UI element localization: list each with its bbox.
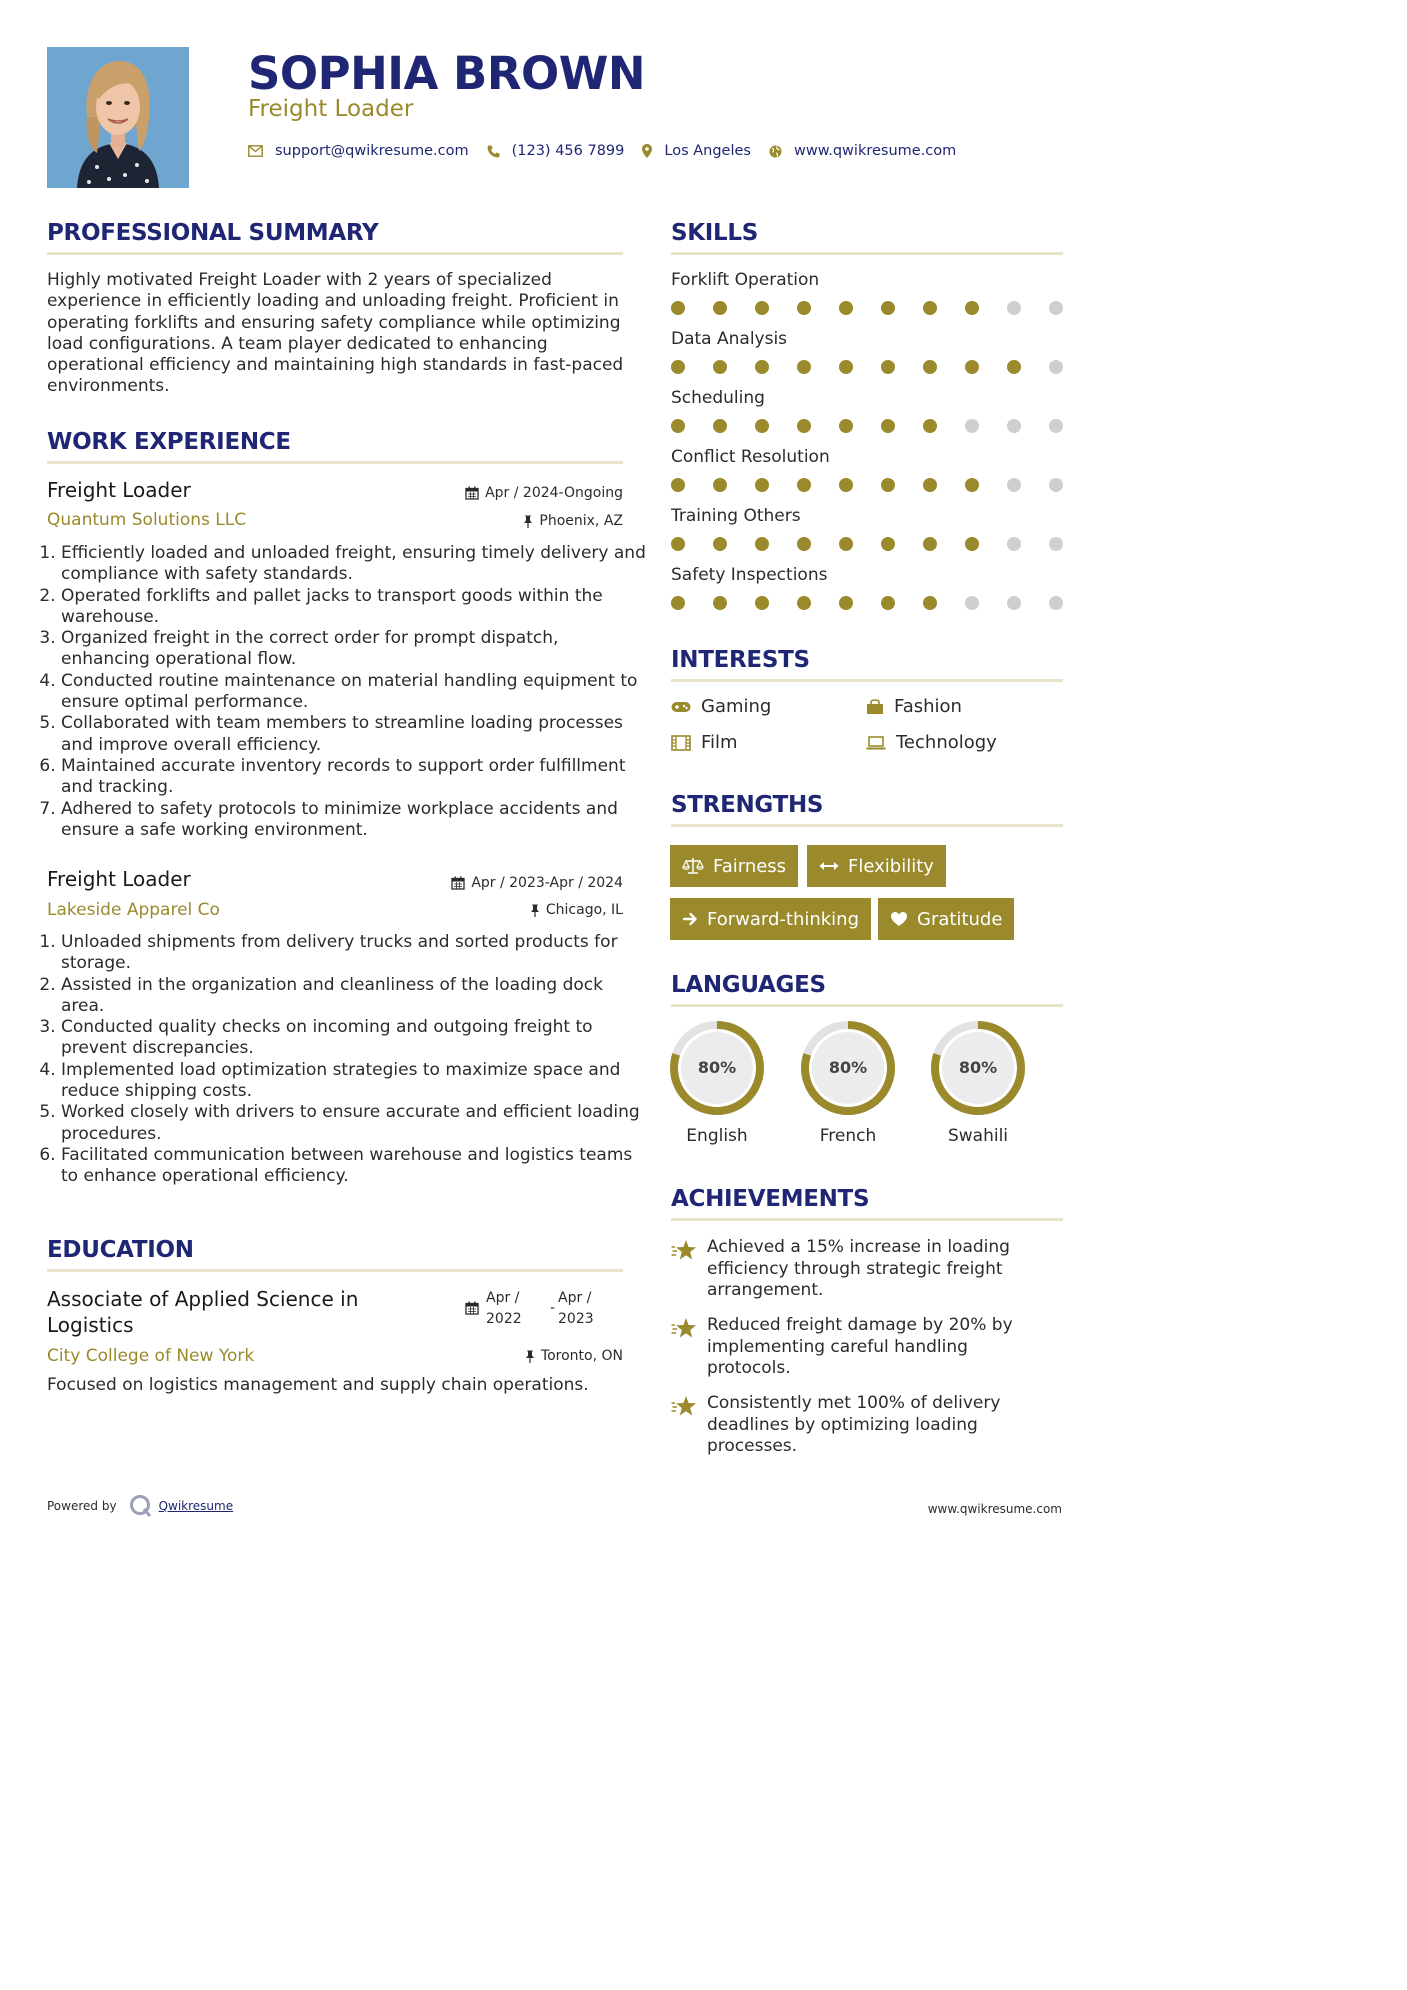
shopping-bag-icon <box>866 698 884 715</box>
skill-dot-filled <box>881 419 895 433</box>
language-progress-ring <box>930 1020 1026 1116</box>
job-location-text: Chicago, IL <box>545 902 623 918</box>
job-responsibilities <box>47 932 649 1188</box>
interests-heading: INTERESTS <box>671 647 810 673</box>
skill-dot-filled <box>797 360 811 374</box>
skill-dot-filled <box>965 360 979 374</box>
skill-dot-filled <box>839 537 853 551</box>
school-location-text: Toronto, ON <box>540 1348 623 1364</box>
location-text: Los Angeles <box>664 143 751 159</box>
strengths-divider <box>671 824 1063 827</box>
skill-dot-filled <box>881 478 895 492</box>
skill-dot-filled <box>965 537 979 551</box>
job-dates <box>465 485 623 501</box>
skill-dot-filled <box>755 419 769 433</box>
skill-dot-empty <box>1007 537 1021 551</box>
skill-dot-filled <box>839 360 853 374</box>
interest-item <box>671 696 771 717</box>
skill-rating <box>671 596 1063 610</box>
achievement-item <box>671 1315 1031 1380</box>
strength-chip <box>878 898 1014 940</box>
skill-dot-empty <box>1049 301 1063 315</box>
language-percent: 80% <box>697 1058 737 1077</box>
skill-dot-filled <box>839 596 853 610</box>
skill-dot-filled <box>797 419 811 433</box>
strength-chip <box>807 845 946 887</box>
globe-icon <box>769 145 782 158</box>
skill-dot-empty <box>1007 419 1021 433</box>
gamepad-icon <box>671 700 691 714</box>
languages-heading: LANGUAGES <box>671 972 826 998</box>
skill-dot-filled <box>881 596 895 610</box>
education-description: Focused on logistics management and supply chain operations. <box>47 1375 589 1395</box>
strength-chip <box>670 898 871 940</box>
summary-heading: PROFESSIONAL SUMMARY <box>47 220 379 246</box>
footer-website[interactable]: www.qwikresume.com <box>927 1502 1062 1516</box>
skill-dot-empty <box>1049 596 1063 610</box>
skill-dot-empty <box>965 419 979 433</box>
list-item: 3. Organized freight in the correct order for prompt dispatch, enhancing operational flow. <box>61 628 649 671</box>
job-dates-text: Apr / 2023-Apr / 2024 <box>471 875 623 891</box>
experience-heading: WORK EXPERIENCE <box>47 429 291 455</box>
arrow-right-icon <box>682 911 698 927</box>
skill-dot-filled <box>755 301 769 315</box>
skill-dot-filled <box>755 360 769 374</box>
list-item: 5. Collaborated with team members to streamline loading processes and improve overall efficiency. <box>61 713 649 756</box>
website-link[interactable]: www.qwikresume.com <box>794 143 957 159</box>
skill-dot-filled <box>881 360 895 374</box>
skill-dot-empty <box>1049 537 1063 551</box>
pushpin-icon <box>525 1350 535 1363</box>
phone-icon <box>487 145 500 158</box>
school-name: City College of New York <box>47 1346 255 1366</box>
language-percent: 80% <box>828 1058 868 1077</box>
envelope-icon <box>248 145 263 157</box>
skill-dot-filled <box>755 478 769 492</box>
skill-dot-empty <box>1007 301 1021 315</box>
skill-rating <box>671 419 1063 433</box>
skills-heading: SKILLS <box>671 220 759 246</box>
job-responsibilities <box>47 543 649 841</box>
company-name: Lakeside Apparel Co <box>47 900 220 920</box>
skill-dot-filled <box>923 301 937 315</box>
job-location-text: Phoenix, AZ <box>539 513 623 529</box>
skill-dot-filled <box>713 596 727 610</box>
interest-item <box>671 732 738 753</box>
list-item: 5. Worked closely with drivers to ensure accurate and efficient loading procedures. <box>61 1102 649 1145</box>
interest-label: Gaming <box>701 696 772 717</box>
calendar-icon <box>465 486 479 500</box>
laptop-icon <box>866 736 886 750</box>
list-item: 3. Conducted quality checks on incoming and outgoing freight to prevent discrepancies. <box>61 1017 649 1060</box>
phone-number[interactable]: (123) 456 7899 <box>511 143 625 159</box>
skill-dot-empty <box>1007 478 1021 492</box>
skill-dot-filled <box>881 537 895 551</box>
candidate-name: SOPHIA BROWN <box>248 47 646 100</box>
skill-name: Scheduling <box>671 388 765 408</box>
strength-label: Flexibility <box>848 855 934 877</box>
school-location <box>525 1348 623 1364</box>
achievement-text: Reduced freight damage by 20% by implementing careful handling protocols. <box>707 1315 1013 1378</box>
interest-label: Fashion <box>894 696 962 717</box>
skill-name: Data Analysis <box>671 329 788 349</box>
experience-divider <box>47 461 623 464</box>
job-title: Freight Loader <box>47 478 191 502</box>
education-start-month: Apr / <box>486 1290 520 1306</box>
education-divider <box>47 1269 623 1272</box>
skill-dot-filled <box>671 478 685 492</box>
heart-icon <box>890 911 908 927</box>
interest-item <box>866 696 962 717</box>
qwikresume-logo-icon <box>129 1494 153 1518</box>
contact-bar <box>248 140 974 162</box>
achievement-item <box>671 1237 1031 1302</box>
achievement-text: Consistently met 100% of delivery deadlines by optimizing loading processes. <box>707 1393 1001 1456</box>
job-location <box>530 902 623 918</box>
list-item: 1. Unloaded shipments from delivery trucks and sorted products for storage. <box>61 932 649 975</box>
skill-dot-empty <box>1049 419 1063 433</box>
pushpin-icon <box>523 515 533 528</box>
skill-dot-filled <box>923 360 937 374</box>
language-progress-ring <box>800 1020 896 1116</box>
list-item: 6. Facilitated communication between warehouse and logistics teams to enhance operational efficiency. <box>61 1145 649 1188</box>
skill-dot-filled <box>965 301 979 315</box>
skill-dot-filled <box>713 478 727 492</box>
skill-rating <box>671 478 1063 492</box>
list-item: 4. Implemented load optimization strategies to maximize space and reduce shipping costs. <box>61 1060 649 1103</box>
skill-dot-filled <box>797 596 811 610</box>
language-name: Swahili <box>947 1126 1009 1146</box>
education-end-month: Apr / <box>558 1290 592 1306</box>
skill-dot-filled <box>797 537 811 551</box>
summary-text: Highly motivated Freight Loader with 2 years of specialized experience in efficiently loading and unloading freight. Proficient in operating forklifts and ensuring safety compliance while optimizing load configurations. A team player dedicated to enhancing operational efficiency and maintaining high standards in fast-paced environments. <box>47 270 624 397</box>
skill-dot-filled <box>881 301 895 315</box>
strength-chip <box>670 845 798 887</box>
job-dates-text: Apr / 2024-Ongoing <box>485 485 623 501</box>
profile-photo <box>47 47 189 188</box>
star-icon <box>671 1237 707 1302</box>
skill-dot-filled <box>671 360 685 374</box>
skill-dot-filled <box>671 419 685 433</box>
skill-dot-filled <box>755 596 769 610</box>
company-name: Quantum Solutions LLC <box>47 510 247 530</box>
balance-scale-icon <box>682 857 704 875</box>
list-item: 2. Operated forklifts and pallet jacks to transport goods within the warehouse. <box>61 586 649 629</box>
degree-title: Associate of Applied Science in Logistics <box>47 1287 359 1337</box>
skill-rating <box>671 301 1063 315</box>
language-name: French <box>819 1126 877 1146</box>
education-end-year: 2023 <box>558 1311 594 1327</box>
skill-dot-filled <box>713 419 727 433</box>
skill-dot-filled <box>671 537 685 551</box>
skill-dot-empty <box>1049 478 1063 492</box>
skill-dot-filled <box>965 478 979 492</box>
language-item <box>667 1020 767 1146</box>
list-item: 2. Assisted in the organization and cleanliness of the loading dock area. <box>61 975 649 1018</box>
summary-divider <box>47 252 623 255</box>
list-item: 4. Conducted routine maintenance on material handling equipment to ensure optimal performance. <box>61 671 649 714</box>
language-item <box>798 1020 898 1146</box>
skill-dot-filled <box>923 419 937 433</box>
footer-branding <box>47 1494 233 1518</box>
skill-dot-filled <box>923 537 937 551</box>
interest-label: Technology <box>896 732 997 753</box>
skill-dot-filled <box>839 301 853 315</box>
skill-dot-filled <box>755 537 769 551</box>
skill-dot-empty <box>965 596 979 610</box>
skill-name: Conflict Resolution <box>671 447 830 467</box>
strength-label: Forward-thinking <box>707 908 860 930</box>
job-dates <box>451 875 623 891</box>
qwikresume-link[interactable]: Qwikresume <box>158 1499 234 1513</box>
achievements-divider <box>671 1218 1063 1221</box>
interest-label: Film <box>701 732 738 753</box>
calendar-icon <box>451 876 465 890</box>
calendar-icon <box>465 1300 479 1319</box>
strength-label: Gratitude <box>917 908 1003 930</box>
skill-dot-filled <box>797 478 811 492</box>
skill-dot-empty <box>1007 596 1021 610</box>
skill-rating <box>671 360 1063 374</box>
skill-dot-filled <box>713 301 727 315</box>
skills-divider <box>671 252 1063 255</box>
skill-dot-filled <box>839 419 853 433</box>
skill-dot-filled <box>797 301 811 315</box>
strengths-heading: STRENGTHS <box>671 792 824 818</box>
star-icon <box>671 1393 707 1458</box>
achievements-heading: ACHIEVEMENTS <box>671 1186 870 1212</box>
date-separator: - <box>550 1300 556 1316</box>
language-name: English <box>686 1126 748 1146</box>
job-location <box>523 513 623 529</box>
skill-dot-filled <box>1007 360 1021 374</box>
skill-dot-empty <box>1049 360 1063 374</box>
star-icon <box>671 1315 707 1380</box>
horizontal-arrows-icon <box>819 860 839 872</box>
email-link[interactable]: support@qwikresume.com <box>275 143 469 159</box>
achievement-text: Achieved a 15% increase in loading efficiency through strategic freight arrangement. <box>707 1237 1010 1300</box>
skill-dot-filled <box>713 360 727 374</box>
education-end-date <box>558 1288 594 1330</box>
skill-rating <box>671 537 1063 551</box>
languages-divider <box>671 1004 1063 1007</box>
skill-name: Safety Inspections <box>671 565 828 585</box>
achievement-item <box>671 1393 1031 1458</box>
language-progress-ring <box>669 1020 765 1116</box>
pushpin-icon <box>530 904 540 917</box>
skill-dot-filled <box>671 301 685 315</box>
skill-dot-filled <box>839 478 853 492</box>
education-start-year: 2022 <box>486 1311 522 1327</box>
skill-dot-filled <box>923 478 937 492</box>
skill-dot-filled <box>713 537 727 551</box>
powered-by-text: Powered by <box>47 1499 117 1513</box>
job-title: Freight Loader <box>47 867 191 891</box>
film-icon <box>671 735 691 751</box>
list-item: 1. Efficiently loaded and unloaded freight, ensuring timely delivery and compliance with safety standards. <box>61 543 649 586</box>
list-item: 6. Maintained accurate inventory records to support order fulfillment and tracking. <box>61 756 649 799</box>
skill-name: Training Others <box>671 506 801 526</box>
education-heading: EDUCATION <box>47 1237 194 1263</box>
language-percent: 80% <box>958 1058 998 1077</box>
education-start-date <box>486 1288 522 1330</box>
interests-divider <box>671 679 1063 682</box>
skill-dot-filled <box>923 596 937 610</box>
strength-label: Fairness <box>713 855 787 877</box>
skill-name: Forklift Operation <box>671 270 820 290</box>
skill-dot-filled <box>671 596 685 610</box>
interest-item <box>866 732 997 753</box>
profile-photo-image <box>47 47 189 188</box>
map-marker-icon <box>642 144 652 158</box>
language-item <box>928 1020 1028 1146</box>
list-item: 7. Adhered to safety protocols to minimize workplace accidents and ensure a safe working environment. <box>61 799 649 842</box>
candidate-role: Freight Loader <box>248 96 414 122</box>
